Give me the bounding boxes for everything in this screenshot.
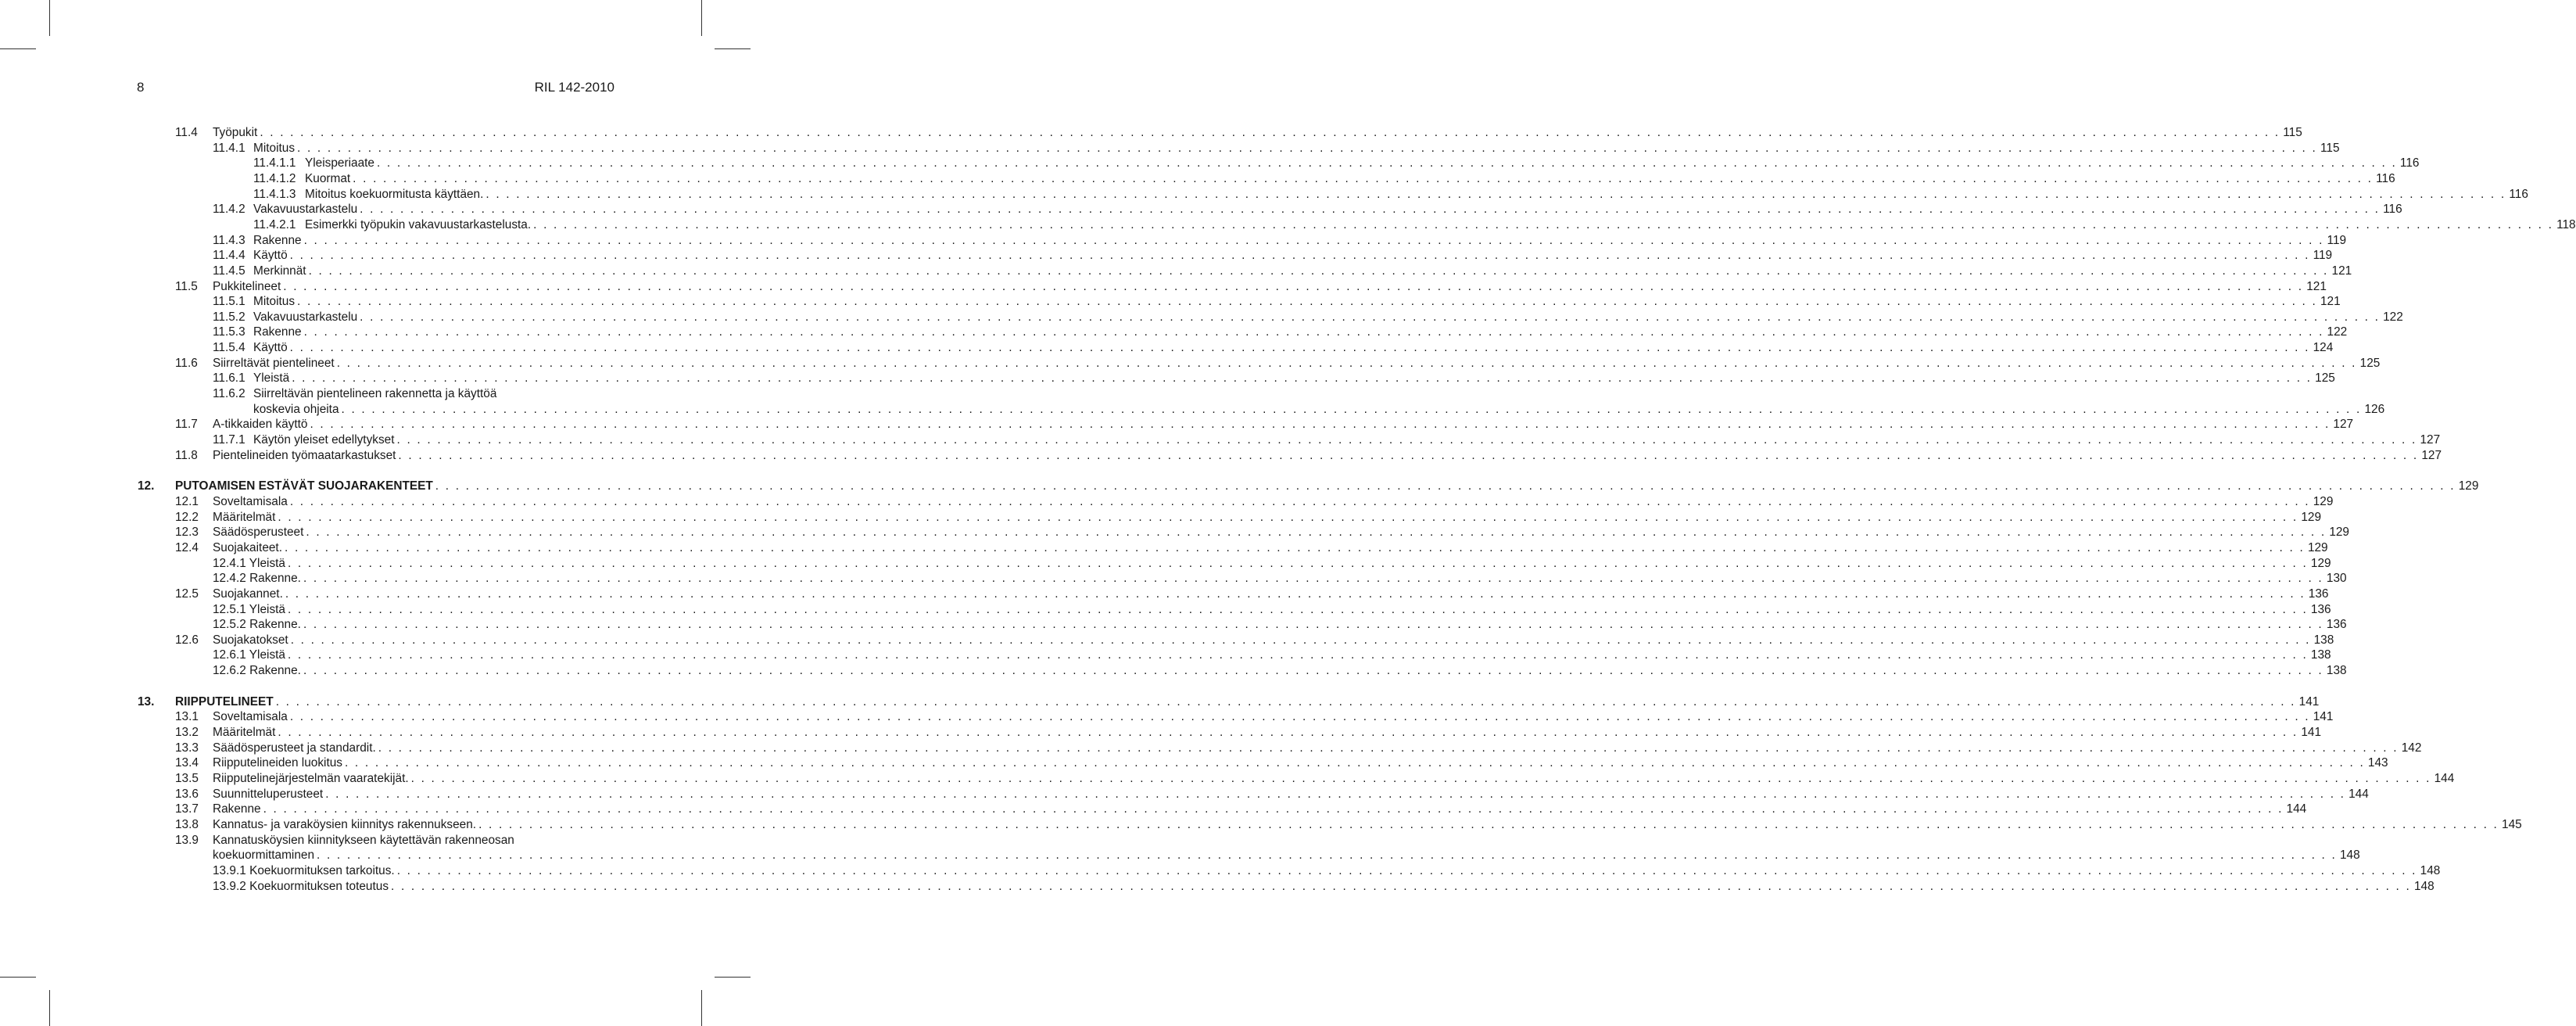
toc-entry-line bbox=[213, 494, 2334, 510]
toc-entry bbox=[0, 171, 2395, 187]
dot-leader: . . . . . . . . . . . . . . . . . . . . . . . . . . . . . . . . . . . . . . . . . . . . . . . . . . . . . . . . . . . . . . . . . . . . . . . . . . . . . . . . . . . . . . . . . . . . . . . . . . . . . . . . . . . . . . . . . . . . . . . . . . . . . . . . . . . . . . . . . . . . . . . . . . . . . . . . . . . . . . . . . . . . . . . . . . . . . . . . . . . . . . . . . . . . . . . . . . . . . . . . bbox=[303, 664, 2323, 678]
toc-title: Käytön yleiset edellytykset bbox=[253, 433, 395, 447]
toc-entry bbox=[0, 848, 2360, 863]
toc-number: 12.4 bbox=[175, 540, 199, 554]
toc-title: Säädösperusteet bbox=[213, 526, 304, 540]
toc-title: A-tikkaiden käyttö bbox=[213, 418, 308, 432]
toc-title: Mitoitus bbox=[253, 295, 296, 309]
toc-page-number: 115 bbox=[2320, 141, 2340, 155]
toc-entry bbox=[0, 540, 2328, 556]
toc-entry-line bbox=[213, 617, 2347, 633]
toc-entry-line bbox=[253, 310, 2403, 325]
toc-page-number: 130 bbox=[2326, 572, 2347, 586]
toc-number: 11.4 bbox=[175, 126, 198, 139]
toc-page-number: 145 bbox=[2502, 817, 2522, 831]
toc-entry bbox=[0, 141, 2340, 156]
toc-entry-line bbox=[213, 755, 2388, 771]
toc-entry bbox=[0, 725, 2322, 741]
crop-mark bbox=[0, 48, 36, 49]
toc-page-number: 115 bbox=[2283, 126, 2302, 139]
toc-title: Määritelmät bbox=[213, 726, 276, 740]
toc-number: 13.6 bbox=[175, 787, 199, 801]
toc-entry bbox=[0, 741, 2422, 756]
toc-entry-line bbox=[253, 432, 2441, 448]
toc-entry bbox=[0, 217, 2576, 233]
toc-page-number: 138 bbox=[2310, 648, 2331, 662]
toc-page-number: 121 bbox=[2331, 264, 2352, 278]
toc-entry bbox=[0, 802, 2307, 817]
toc-entry-line bbox=[253, 264, 2352, 279]
toc-number: 11.4.5 bbox=[213, 264, 245, 278]
toc-page-number: 144 bbox=[2286, 802, 2307, 816]
toc-number: 12.2 bbox=[175, 510, 199, 524]
dot-leader: . . . . . . . . . . . . . . . . . . . . . . . . . . . . . . . . . . . . . . . . . . . . . . . . . . . . . . . . . . . . . . . . . . . . . . . . . . . . . . . . . . . . . . . . . . . . . . . . . . . . . . . . . . . . . . . . . . . . . . . . . . . . . . . . . . . . . . . . . . . . . . . . . . . . . . . . . . . . . . . . . . . . . . . . . . . . . . . . . . . . . . . . . . . . . . . . . . . . . . . . bbox=[283, 279, 2304, 293]
toc-entry bbox=[0, 448, 2442, 464]
toc-number: 12.1 bbox=[175, 494, 199, 508]
crop-mark bbox=[701, 0, 702, 36]
toc-entry-line bbox=[213, 833, 517, 848]
toc-page-number: 141 bbox=[2301, 726, 2322, 740]
toc-number: 13.7 bbox=[175, 802, 199, 816]
toc-number: 13.3 bbox=[175, 741, 199, 755]
toc-entry-line bbox=[305, 187, 2528, 203]
dot-leader: . . . . . . . . . . . . . . . . . . . . . . . . . . . . . . . . . . . . . . . . . . . . . . . . . . . . . . . . . . . . . . . . . . . . . . . . . . . . . . . . . . . . . . . . . . . . . . . . . . . . . . . . . . . . . . . . . . . . . . . . . . . . . . . . . . . . . . . . . . . . . . . . . . . . . . . . . . . . . . . . . . . . . . . . . . . . . . . . . . . . . . . . . . . . . . . . . . . . . . . . bbox=[275, 694, 2296, 709]
toc-entry-line bbox=[305, 217, 2576, 233]
toc-page-number: 148 bbox=[2413, 879, 2434, 893]
dot-leader: . . . . . . . . . . . . . . . . . . . . . . . . . . . . . . . . . . . . . . . . . . . . . . . . . . . . . . . . . . . . . . . . . . . . . . . . . . . . . . . . . . . . . . . . . . . . . . . . . . . . . . . . . . . . . . . . . . . . . . . . . . . . . . . . . . . . . . . . . . . . . . . . . . . . . . . . . . . . . . . . . . . . . . . . . . . . . . . . . . . . . . . . . . . . . . . . . . . . . . . . bbox=[396, 433, 2417, 447]
toc-page-number: 121 bbox=[2306, 279, 2327, 293]
crop-mark bbox=[49, 0, 50, 36]
dot-leader: . . . . . . . . . . . . . . . . . . . . . . . . . . . . . . . . . . . . . . . . . . . . . . . . . . . . . . . . . . . . . . . . . . . . . . . . . . . . . . . . . . . . . . . . . . . . . . . . . . . . . . . . . . . . . . . . . . . . . . . . . . . . . . . . . . . . . . . . . . . . . . . . . . . . . . . . . . . . . . . . . . . . . . . . . . . . . . . . . . . . . . . . . . . . . . . . . . . . . . . . bbox=[398, 448, 2419, 462]
crop-mark bbox=[715, 977, 751, 978]
toc-entry-line bbox=[213, 125, 2302, 141]
crop-mark bbox=[49, 990, 50, 1026]
toc-entry-line bbox=[213, 663, 2347, 679]
toc-title: Pientelineiden työmaatarkastukset bbox=[213, 448, 396, 462]
toc-page-number: 129 bbox=[2310, 556, 2331, 570]
toc-number: 11.5.4 bbox=[213, 341, 245, 355]
dot-leader: . . . . . . . . . . . . . . . . . . . . . . . . . . . . . . . . . . . . . . . . . . . . . . . . . . . . . . . . . . . . . . . . . . . . . . . . . . . . . . . . . . . . . . . . . . . . . . . . . . . . . . . . . . . . . . . . . . . . . . . . . . . . . . . . . . . . . . . . . . . . . . . . . . . . . . . . . . . . . . . . . . . . . . . . . . . . . . . . . . . . . . . . . . . . . . . . . . . . . . . . bbox=[376, 156, 2397, 170]
dot-leader: . . . . . . . . . . . . . . . . . . . . . . . . . . . . . . . . . . . . . . . . . . . . . . . . . . . . . . . . . . . . . . . . . . . . . . . . . . . . . . . . . . . . . . . . . . . . . . . . . . . . . . . . . . . . . . . . . . . . . . . . . . . . . . . . . . . . . . . . . . . . . . . . . . . . . . . . . . . . . . . . . . . . . . . . . . . . . . . . . . . . . . . . . . . . . . . . . . . . . . . . bbox=[285, 587, 2306, 601]
dot-leader: . . . . . . . . . . . . . . . . . . . . . . . . . . . . . . . . . . . . . . . . . . . . . . . . . . . . . . . . . . . . . . . . . . . . . . . . . . . . . . . . . . . . . . . . . . . . . . . . . . . . . . . . . . . . . . . . . . . . . . . . . . . . . . . . . . . . . . . . . . . . . . . . . . . . . . . . . . . . . . . . . . . . . . . . . . . . . . . . . . . . . . . . . . . . . . . . . . . . . . . . bbox=[478, 817, 2499, 831]
toc-entry bbox=[0, 571, 2347, 587]
toc-title: 12.6.2 Rakenne. bbox=[213, 664, 301, 678]
toc-entry-line bbox=[253, 233, 2347, 249]
toc-page-number: 125 bbox=[2359, 356, 2381, 370]
dot-leader: . . . . . . . . . . . . . . . . . . . . . . . . . . . . . . . . . . . . . . . . . . . . . . . . . . . . . . . . . . . . . . . . . . . . . . . . . . . . . . . . . . . . . . . . . . . . . . . . . . . . . . . . . . . . . . . . . . . . . . . . . . . . . . . . . . . . . . . . . . . . . . . . . . . . . . . . . . . . . . . . . . . . . . . . . . . . . . . . . . . . . . . . . . . . . . . . . . . . . . . . bbox=[278, 510, 2298, 524]
toc-title: Säädösperusteet ja standardit. bbox=[213, 741, 376, 755]
toc-entry-line bbox=[213, 356, 2381, 371]
toc-entry-line bbox=[213, 448, 2442, 464]
toc-entry bbox=[0, 310, 2403, 325]
dot-leader: . . . . . . . . . . . . . . . . . . . . . . . . . . . . . . . . . . . . . . . . . . . . . . . . . . . . . . . . . . . . . . . . . . . . . . . . . . . . . . . . . . . . . . . . . . . . . . . . . . . . . . . . . . . . . . . . . . . . . . . . . . . . . . . . . . . . . . . . . . . . . . . . . . . . . . . . . . . . . . . . . . . . . . . . . . . . . . . . . . . . . . . . . . . . . . . . . . . . . . . . bbox=[396, 863, 2417, 877]
dot-leader: . . . . . . . . . . . . . . . . . . . . . . . . . . . . . . . . . . . . . . . . . . . . . . . . . . . . . . . . . . . . . . . . . . . . . . . . . . . . . . . . . . . . . . . . . . . . . . . . . . . . . . . . . . . . . . . . . . . . . . . . . . . . . . . . . . . . . . . . . . . . . . . . . . . . . . . . . . . . . . . . . . . . . . . . . . . . . . . . . . . . . . . . . . . . . . . . . . . . . . . . bbox=[306, 526, 2327, 540]
toc-number: 13.4 bbox=[175, 756, 199, 770]
toc-entry bbox=[0, 617, 2347, 633]
dot-leader: . . . . . . . . . . . . . . . . . . . . . . . . . . . . . . . . . . . . . . . . . . . . . . . . . . . . . . . . . . . . . . . . . . . . . . . . . . . . . . . . . . . . . . . . . . . . . . . . . . . . . . . . . . . . . . . . . . . . . . . . . . . . . . . . . . . . . . . . . . . . . . . . . . . . . . . . . . . . . . . . . . . . . . . . . . . . . . . . . . . . . . . . . . . . . . . . . . . . . . . . bbox=[278, 726, 2298, 740]
toc-title: Yleistä bbox=[253, 371, 290, 386]
toc-entry-line bbox=[253, 402, 2385, 418]
toc-entry-line bbox=[213, 510, 2322, 526]
dot-leader: . . . . . . . . . . . . . . . . . . . . . . . . . . . . . . . . . . . . . . . . . . . . . . . . . . . . . . . . . . . . . . . . . . . . . . . . . . . . . . . . . . . . . . . . . . . . . . . . . . . . . . . . . . . . . . . . . . . . . . . . . . . . . . . . . . . . . . . . . . . . . . . . . . . . . . . . . . . . . . . . . . . . . . . . . . . . . . . . . . . . . . . . . . . . . . . . . . . . . . . . bbox=[285, 540, 2305, 554]
dot-leader: . . . . . . . . . . . . . . . . . . . . . . . . . . . . . . . . . . . . . . . . . . . . . . . . . . . . . . . . . . . . . . . . . . . . . . . . . . . . . . . . . . . . . . . . . . . . . . . . . . . . . . . . . . . . . . . . . . . . . . . . . . . . . . . . . . . . . . . . . . . . . . . . . . . . . . . . . . . . . . . . . . . . . . . . . . . . . . . . . . . . . . . . . . . . . . . . . . . . . . . . bbox=[287, 648, 2308, 662]
toc-title: 13.9.1 Koekuormituksen tarkoitus. bbox=[213, 863, 395, 877]
toc-page-number: 136 bbox=[2308, 587, 2329, 601]
toc-page-number: 141 bbox=[2313, 710, 2334, 724]
toc-title: RIIPPUTELINEET bbox=[175, 694, 274, 709]
toc-page-number: 129 bbox=[2329, 526, 2349, 540]
toc-title: Siirreltävän pientelineen rakennetta ja käyttöä bbox=[253, 387, 497, 401]
toc-number: 12.5 bbox=[175, 587, 199, 601]
toc-title: Määritelmät bbox=[213, 510, 276, 524]
toc-title: Kannatus- ja varaköysien kiinnitys rakennukseen. bbox=[213, 817, 477, 831]
toc-number: 11.5.1 bbox=[213, 295, 245, 309]
dot-leader: . . . . . . . . . . . . . . . . . . . . . . . . . . . . . . . . . . . . . . . . . . . . . . . . . . . . . . . . . . . . . . . . . . . . . . . . . . . . . . . . . . . . . . . . . . . . . . . . . . . . . . . . . . . . . . . . . . . . . . . . . . . . . . . . . . . . . . . . . . . . . . . . . . . . . . . . . . . . . . . . . . . . . . . . . . . . . . . . . . . . . . . . . . . . . . . . . . . . . . . . bbox=[260, 126, 2280, 139]
toc-entry-line bbox=[253, 386, 499, 402]
toc-entry bbox=[0, 709, 2334, 725]
dot-leader: . . . . . . . . . . . . . . . . . . . . . . . . . . . . . . . . . . . . . . . . . . . . . . . . . . . . . . . . . . . . . . . . . . . . . . . . . . . . . . . . . . . . . . . . . . . . . . . . . . . . . . . . . . . . . . . . . . . . . . . . . . . . . . . . . . . . . . . . . . . . . . . . . . . . . . . . . . . . . . . . . . . . . . . . . . . . . . . . . . . . . . . . . . . . . . . . . . . . . . . . bbox=[303, 233, 2324, 247]
toc-entry bbox=[0, 264, 2352, 279]
toc-title: Pukkitelineet bbox=[213, 279, 281, 293]
crop-mark bbox=[715, 48, 751, 49]
toc-number: 11.6.1 bbox=[213, 371, 245, 386]
toc-entry bbox=[0, 587, 2329, 602]
toc-entry bbox=[0, 755, 2388, 771]
toc-entry-line bbox=[213, 540, 2328, 556]
dot-leader: . . . . . . . . . . . . . . . . . . . . . . . . . . . . . . . . . . . . . . . . . . . . . . . . . . . . . . . . . . . . . . . . . . . . . . . . . . . . . . . . . . . . . . . . . . . . . . . . . . . . . . . . . . . . . . . . . . . . . . . . . . . . . . . . . . . . . . . . . . . . . . . . . . . . . . . . . . . . . . . . . . . . . . . . . . . . . . . . . . . . . . . . . . . . . . . . . . . . . . . . bbox=[297, 141, 2317, 155]
toc-entry-line bbox=[213, 571, 2347, 587]
toc-entry-line bbox=[213, 802, 2307, 817]
dot-leader: . . . . . . . . . . . . . . . . . . . . . . . . . . . . . . . . . . . . . . . . . . . . . . . . . . . . . . . . . . . . . . . . . . . . . . . . . . . . . . . . . . . . . . . . . . . . . . . . . . . . . . . . . . . . . . . . . . . . . . . . . . . . . . . . . . . . . . . . . . . . . . . . . . . . . . . . . . . . . . . . . . . . . . . . . . . . . . . . . . . . . . . . . . . . . . . . . . . . . . . . bbox=[435, 479, 2456, 493]
toc-number: 11.8 bbox=[175, 448, 198, 462]
toc-entry bbox=[0, 771, 2455, 787]
toc-entry-line bbox=[213, 725, 2322, 741]
toc-entry bbox=[0, 432, 2441, 448]
toc-entry-line bbox=[213, 879, 2434, 895]
dot-leader: . . . . . . . . . . . . . . . . . . . . . . . . . . . . . . . . . . . . . . . . . . . . . . . . . . . . . . . . . . . . . . . . . . . . . . . . . . . . . . . . . . . . . . . . . . . . . . . . . . . . . . . . . . . . . . . . . . . . . . . . . . . . . . . . . . . . . . . . . . . . . . . . . . . . . . . . . . . . . . . . . . . . . . . . . . . . . . . . . . . . . . . . . . . . . . . . . . . . . . . . bbox=[303, 572, 2323, 586]
dot-leader: . . . . . . . . . . . . . . . . . . . . . . . . . . . . . . . . . . . . . . . . . . . . . . . . . . . . . . . . . . . . . . . . . . . . . . . . . . . . . . . . . . . . . . . . . . . . . . . . . . . . . . . . . . . . . . . . . . . . . . . . . . . . . . . . . . . . . . . . . . . . . . . . . . . . . . . . . . . . . . . . . . . . . . . . . . . . . . . . . . . . . . . . . . . . . . . . . . . . . . . . bbox=[290, 633, 2311, 647]
toc-entry-line bbox=[253, 371, 2335, 386]
toc-page-number: 144 bbox=[2348, 787, 2369, 801]
toc-entry-line bbox=[213, 525, 2349, 540]
toc-title: Riipputelineiden luokitus bbox=[213, 756, 342, 770]
dot-leader: . . . . . . . . . . . . . . . . . . . . . . . . . . . . . . . . . . . . . . . . . . . . . . . . . . . . . . . . . . . . . . . . . . . . . . . . . . . . . . . . . . . . . . . . . . . . . . . . . . . . . . . . . . . . . . . . . . . . . . . . . . . . . . . . . . . . . . . . . . . . . . . . . . . . . . . . . . . . . . . . . . . . . . . . . . . . . . . . . . . . . . . . . . . . . . . . . . . . . . . . bbox=[303, 325, 2324, 339]
toc-chapter bbox=[0, 479, 2479, 494]
toc-chapter bbox=[0, 694, 2320, 710]
toc-entry bbox=[0, 402, 2385, 418]
toc-page-number: 121 bbox=[2320, 295, 2341, 309]
toc-page-number: 126 bbox=[2364, 402, 2385, 416]
toc-entry bbox=[0, 817, 2522, 833]
toc-entry-line bbox=[213, 848, 2360, 863]
toc-entry-line bbox=[253, 325, 2348, 340]
toc-page-number: 142 bbox=[2401, 741, 2422, 755]
toc-number: 11.5 bbox=[175, 279, 198, 293]
toc-number: 13.2 bbox=[175, 726, 199, 740]
toc-entry bbox=[0, 510, 2322, 526]
toc-title: Esimerkki työpukin vakavuustarkastelusta. bbox=[305, 217, 532, 231]
toc-number: 11.5.2 bbox=[213, 310, 245, 324]
toc-title: Soveltamisala bbox=[213, 494, 288, 508]
toc-title: Käyttö bbox=[253, 341, 288, 355]
toc-entry bbox=[0, 648, 2331, 663]
dot-leader: . . . . . . . . . . . . . . . . . . . . . . . . . . . . . . . . . . . . . . . . . . . . . . . . . . . . . . . . . . . . . . . . . . . . . . . . . . . . . . . . . . . . . . . . . . . . . . . . . . . . . . . . . . . . . . . . . . . . . . . . . . . . . . . . . . . . . . . . . . . . . . . . . . . . . . . . . . . . . . . . . . . . . . . . . . . . . . . . . . . . . . . . . . . . . . . . . . . . . . . . bbox=[325, 787, 2346, 801]
dot-leader: . . . . . . . . . . . . . . . . . . . . . . . . . . . . . . . . . . . . . . . . . . . . . . . . . . . . . . . . . . . . . . . . . . . . . . . . . . . . . . . . . . . . . . . . . . . . . . . . . . . . . . . . . . . . . . . . . . . . . . . . . . . . . . . . . . . . . . . . . . . . . . . . . . . . . . . . . . . . . . . . . . . . . . . . . . . . . . . . . . . . . . . . . . . . . . . . . . . . . . . . bbox=[317, 848, 2337, 863]
dot-leader: . . . . . . . . . . . . . . . . . . . . . . . . . . . . . . . . . . . . . . . . . . . . . . . . . . . . . . . . . . . . . . . . . . . . . . . . . . . . . . . . . . . . . . . . . . . . . . . . . . . . . . . . . . . . . . . . . . . . . . . . . . . . . . . . . . . . . . . . . . . . . . . . . . . . . . . . . . . . . . . . . . . . . . . . . . . . . . . . . . . . . . . . . . . . . . . . . . . . . . . . bbox=[533, 217, 2554, 231]
toc-entry bbox=[0, 156, 2420, 171]
toc-title: Merkinnät bbox=[253, 264, 306, 278]
toc-entry bbox=[0, 633, 2334, 648]
toc-page-number: 127 bbox=[2333, 418, 2354, 432]
toc-number: 13.1 bbox=[175, 710, 199, 724]
toc-entry-line bbox=[305, 156, 2420, 171]
dot-leader: . . . . . . . . . . . . . . . . . . . . . . . . . . . . . . . . . . . . . . . . . . . . . . . . . . . . . . . . . . . . . . . . . . . . . . . . . . . . . . . . . . . . . . . . . . . . . . . . . . . . . . . . . . . . . . . . . . . . . . . . . . . . . . . . . . . . . . . . . . . . . . . . . . . . . . . . . . . . . . . . . . . . . . . . . . . . . . . . . . . . . . . . . . . . . . . . . . . . . . . . bbox=[360, 203, 2381, 217]
toc-page-number: 118 bbox=[2556, 217, 2576, 231]
toc-entry-line bbox=[213, 787, 2369, 802]
toc-title: Riipputelinejärjestelmän vaaratekijät. bbox=[213, 772, 409, 785]
toc-entry-line bbox=[253, 248, 2333, 264]
toc-page-number: 122 bbox=[2327, 325, 2348, 339]
toc-page-number: 136 bbox=[2326, 618, 2347, 632]
toc-number: 13. bbox=[138, 694, 155, 709]
toc-entry bbox=[0, 356, 2381, 371]
toc-title: Kuormat bbox=[305, 171, 351, 185]
toc-number: 13.5 bbox=[175, 772, 199, 785]
toc-page-number: 116 bbox=[2399, 156, 2420, 170]
toc-page-number: 122 bbox=[2383, 310, 2403, 324]
toc-entry-line bbox=[213, 417, 2354, 432]
toc-entry-line bbox=[253, 294, 2341, 310]
toc-page-number: 143 bbox=[2367, 756, 2388, 770]
toc-entry bbox=[0, 602, 2331, 618]
toc-title: Rakenne bbox=[253, 325, 302, 339]
toc-entry-line bbox=[213, 602, 2331, 618]
toc-title: Käyttö bbox=[253, 249, 288, 263]
toc-entry bbox=[0, 233, 2347, 249]
toc-number: 11.5.3 bbox=[213, 325, 245, 339]
toc-title: Soveltamisala bbox=[213, 710, 288, 724]
toc-entry bbox=[0, 340, 2334, 356]
toc-entry bbox=[0, 279, 2327, 295]
toc-page-number: 127 bbox=[2421, 448, 2442, 462]
toc-number: 11.4.1.1 bbox=[253, 156, 296, 170]
toc-entry-line bbox=[213, 771, 2455, 787]
toc-entry bbox=[0, 663, 2347, 679]
toc-entry-line bbox=[253, 202, 2402, 217]
toc-title: Kannatusköysien kiinnitykseen käytettävän rakenneosan bbox=[213, 833, 514, 847]
toc-entry bbox=[0, 494, 2334, 510]
toc-title: Suojakaiteet. bbox=[213, 540, 282, 554]
dot-leader: . . . . . . . . . . . . . . . . . . . . . . . . . . . . . . . . . . . . . . . . . . . . . . . . . . . . . . . . . . . . . . . . . . . . . . . . . . . . . . . . . . . . . . . . . . . . . . . . . . . . . . . . . . . . . . . . . . . . . . . . . . . . . . . . . . . . . . . . . . . . . . . . . . . . . . . . . . . . . . . . . . . . . . . . . . . . . . . . . . . . . . . . . . . . . . . . . . . . . . . . bbox=[410, 772, 2431, 785]
toc-entry bbox=[0, 879, 2434, 895]
dot-leader: . . . . . . . . . . . . . . . . . . . . . . . . . . . . . . . . . . . . . . . . . . . . . . . . . . . . . . . . . . . . . . . . . . . . . . . . . . . . . . . . . . . . . . . . . . . . . . . . . . . . . . . . . . . . . . . . . . . . . . . . . . . . . . . . . . . . . . . . . . . . . . . . . . . . . . . . . . . . . . . . . . . . . . . . . . . . . . . . . . . . . . . . . . . . . . . . . . . . . . . . bbox=[341, 402, 2362, 416]
toc-entry-line bbox=[305, 171, 2395, 187]
dot-leader: . . . . . . . . . . . . . . . . . . . . . . . . . . . . . . . . . . . . . . . . . . . . . . . . . . . . . . . . . . . . . . . . . . . . . . . . . . . . . . . . . . . . . . . . . . . . . . . . . . . . . . . . . . . . . . . . . . . . . . . . . . . . . . . . . . . . . . . . . . . . . . . . . . . . . . . . . . . . . . . . . . . . . . . . . . . . . . . . . . . . . . . . . . . . . . . . . . . . . . . . bbox=[289, 249, 2310, 263]
toc-entry bbox=[0, 187, 2528, 203]
toc-number: 11.4.3 bbox=[213, 233, 245, 247]
toc-entry-line bbox=[213, 709, 2334, 725]
toc-page-number: 124 bbox=[2313, 341, 2334, 355]
toc-page-number: 119 bbox=[2313, 249, 2333, 263]
dot-leader: . . . . . . . . . . . . . . . . . . . . . . . . . . . . . . . . . . . . . . . . . . . . . . . . . . . . . . . . . . . . . . . . . . . . . . . . . . . . . . . . . . . . . . . . . . . . . . . . . . . . . . . . . . . . . . . . . . . . . . . . . . . . . . . . . . . . . . . . . . . . . . . . . . . . . . . . . . . . . . . . . . . . . . . . . . . . . . . . . . . . . . . . . . . . . . . . . . . . . . . . bbox=[336, 356, 2357, 370]
toc-page-number: 138 bbox=[2326, 664, 2347, 678]
toc-number: 11.6.2 bbox=[213, 387, 245, 401]
toc-page-number: 129 bbox=[2307, 540, 2328, 554]
toc-entry-line bbox=[213, 279, 2327, 295]
toc-page-number: 129 bbox=[2458, 479, 2479, 493]
toc-entry-line bbox=[213, 648, 2331, 663]
toc-page-number: 138 bbox=[2313, 633, 2334, 647]
toc-title: 12.6.1 Yleistä bbox=[213, 648, 285, 662]
dot-leader: . . . . . . . . . . . . . . . . . . . . . . . . . . . . . . . . . . . . . . . . . . . . . . . . . . . . . . . . . . . . . . . . . . . . . . . . . . . . . . . . . . . . . . . . . . . . . . . . . . . . . . . . . . . . . . . . . . . . . . . . . . . . . . . . . . . . . . . . . . . . . . . . . . . . . . . . . . . . . . . . . . . . . . . . . . . . . . . . . . . . . . . . . . . . . . . . . . . . . . . . bbox=[289, 341, 2310, 355]
toc-page-number: 127 bbox=[2420, 433, 2441, 447]
toc-entry-line bbox=[213, 863, 2441, 879]
toc-title: 12.5.2 Rakenne. bbox=[213, 618, 301, 632]
toc-entry-line bbox=[213, 741, 2422, 756]
toc-number: 12.3 bbox=[175, 526, 199, 540]
toc-entry bbox=[0, 556, 2331, 572]
toc-entry-line bbox=[213, 587, 2329, 602]
toc-page-number: 119 bbox=[2327, 233, 2347, 247]
toc-title: koskevia ohjeita bbox=[253, 402, 339, 416]
page-number: 8 bbox=[137, 80, 145, 95]
toc-page-number: 116 bbox=[2383, 203, 2402, 217]
toc-entry bbox=[0, 833, 751, 848]
toc-page-number: 129 bbox=[2313, 494, 2334, 508]
dot-leader: . . . . . . . . . . . . . . . . . . . . . . . . . . . . . . . . . . . . . . . . . . . . . . . . . . . . . . . . . . . . . . . . . . . . . . . . . . . . . . . . . . . . . . . . . . . . . . . . . . . . . . . . . . . . . . . . . . . . . . . . . . . . . . . . . . . . . . . . . . . . . . . . . . . . . . . . . . . . . . . . . . . . . . . . . . . . . . . . . . . . . . . . . . . . . . . . . . . . . . . . bbox=[292, 371, 2313, 386]
toc-entry-line bbox=[253, 141, 2340, 156]
toc-entry bbox=[0, 294, 2341, 310]
toc-title: Työpukit bbox=[213, 126, 258, 139]
toc-entry-line bbox=[213, 556, 2331, 572]
toc-entry bbox=[0, 325, 2348, 340]
toc-entry-line bbox=[213, 633, 2334, 648]
dot-leader: . . . . . . . . . . . . . . . . . . . . . . . . . . . . . . . . . . . . . . . . . . . . . . . . . . . . . . . . . . . . . . . . . . . . . . . . . . . . . . . . . . . . . . . . . . . . . . . . . . . . . . . . . . . . . . . . . . . . . . . . . . . . . . . . . . . . . . . . . . . . . . . . . . . . . . . . . . . . . . . . . . . . . . . . . . . . . . . . . . . . . . . . . . . . . . . . . . . . . . . . bbox=[287, 602, 2308, 616]
toc-page-number: 116 bbox=[2509, 187, 2528, 201]
toc-title: Suojakannet. bbox=[213, 587, 283, 601]
toc-page-number: 136 bbox=[2310, 602, 2331, 616]
toc-title: Yleisperiaate bbox=[305, 156, 374, 170]
toc-number: 11.4.1.2 bbox=[253, 171, 296, 185]
toc-number: 13.9 bbox=[175, 833, 199, 847]
toc-entry bbox=[0, 202, 2402, 217]
dot-leader: . . . . . . . . . . . . . . . . . . . . . . . . . . . . . . . . . . . . . . . . . . . . . . . . . . . . . . . . . . . . . . . . . . . . . . . . . . . . . . . . . . . . . . . . . . . . . . . . . . . . . . . . . . . . . . . . . . . . . . . . . . . . . . . . . . . . . . . . . . . . . . . . . . . . . . . . . . . . . . . . . . . . . . . . . . . . . . . . . . . . . . . . . . . . . . . . . . . . . . . . bbox=[263, 802, 2284, 816]
toc-number: 11.4.1.3 bbox=[253, 187, 296, 201]
dot-leader: . . . . . . . . . . . . . . . . . . . . . . . . . . . . . . . . . . . . . . . . . . . . . . . . . . . . . . . . . . . . . . . . . . . . . . . . . . . . . . . . . . . . . . . . . . . . . . . . . . . . . . . . . . . . . . . . . . . . . . . . . . . . . . . . . . . . . . . . . . . . . . . . . . . . . . . . . . . . . . . . . . . . . . . . . . . . . . . . . . . . . . . . . . . . . . . . . . . . . . . . bbox=[344, 756, 2365, 770]
toc-title: PUTOAMISEN ESTÄVÄT SUOJARAKENTEET bbox=[175, 479, 433, 493]
dot-leader: . . . . . . . . . . . . . . . . . . . . . . . . . . . . . . . . . . . . . . . . . . . . . . . . . . . . . . . . . . . . . . . . . . . . . . . . . . . . . . . . . . . . . . . . . . . . . . . . . . . . . . . . . . . . . . . . . . . . . . . . . . . . . . . . . . . . . . . . . . . . . . . . . . . . . . . . . . . . . . . . . . . . . . . . . . . . . . . . . . . . . . . . . . . . . . . . . . . . . . . . bbox=[303, 618, 2323, 632]
toc-number: 11.7 bbox=[175, 418, 198, 432]
toc-number: 11.4.1 bbox=[213, 141, 245, 155]
toc-entry bbox=[0, 125, 2302, 141]
toc-entry-line bbox=[213, 817, 2522, 833]
toc-number: 11.4.2.1 bbox=[253, 217, 296, 231]
toc-entry bbox=[0, 371, 2335, 386]
dot-leader: . . . . . . . . . . . . . . . . . . . . . . . . . . . . . . . . . . . . . . . . . . . . . . . . . . . . . . . . . . . . . . . . . . . . . . . . . . . . . . . . . . . . . . . . . . . . . . . . . . . . . . . . . . . . . . . . . . . . . . . . . . . . . . . . . . . . . . . . . . . . . . . . . . . . . . . . . . . . . . . . . . . . . . . . . . . . . . . . . . . . . . . . . . . . . . . . . . . . . . . . bbox=[297, 295, 2317, 309]
crop-mark bbox=[701, 990, 702, 1026]
dot-leader: . . . . . . . . . . . . . . . . . . . . . . . . . . . . . . . . . . . . . . . . . . . . . . . . . . . . . . . . . . . . . . . . . . . . . . . . . . . . . . . . . . . . . . . . . . . . . . . . . . . . . . . . . . . . . . . . . . . . . . . . . . . . . . . . . . . . . . . . . . . . . . . . . . . . . . . . . . . . . . . . . . . . . . . . . . . . . . . . . . . . . . . . . . . . . . . . . . . . . . . . bbox=[289, 710, 2310, 724]
toc-title: 12.5.1 Yleistä bbox=[213, 602, 285, 616]
toc-page-number: 148 bbox=[2420, 863, 2441, 877]
toc-entry bbox=[0, 525, 2349, 540]
dot-leader: . . . . . . . . . . . . . . . . . . . . . . . . . . . . . . . . . . . . . . . . . . . . . . . . . . . . . . . . . . . . . . . . . . . . . . . . . . . . . . . . . . . . . . . . . . . . . . . . . . . . . . . . . . . . . . . . . . . . . . . . . . . . . . . . . . . . . . . . . . . . . . . . . . . . . . . . . . . . . . . . . . . . . . . . . . . . . . . . . . . . . . . . . . . . . . . . . . . . . . . . bbox=[310, 418, 2331, 432]
toc-title: koekuormittaminen bbox=[213, 848, 315, 863]
toc-title: Mitoitus bbox=[253, 141, 296, 155]
toc-title: 12.4.1 Yleistä bbox=[213, 556, 285, 570]
toc-title: Rakenne bbox=[253, 233, 302, 247]
crop-mark bbox=[0, 977, 36, 978]
toc-entry-line bbox=[253, 340, 2334, 356]
dot-leader: . . . . . . . . . . . . . . . . . . . . . . . . . . . . . . . . . . . . . . . . . . . . . . . . . . . . . . . . . . . . . . . . . . . . . . . . . . . . . . . . . . . . . . . . . . . . . . . . . . . . . . . . . . . . . . . . . . . . . . . . . . . . . . . . . . . . . . . . . . . . . . . . . . . . . . . . . . . . . . . . . . . . . . . . . . . . . . . . . . . . . . . . . . . . . . . . . . . . . . . . bbox=[360, 310, 2381, 324]
toc-number: 11.6 bbox=[175, 356, 198, 370]
toc-title: 13.9.2 Koekuormituksen toteutus bbox=[213, 879, 389, 893]
toc-title: Suunnitteluperusteet bbox=[213, 787, 324, 801]
toc-entry-line bbox=[175, 479, 2479, 494]
toc-page-number: 129 bbox=[2301, 510, 2322, 524]
toc-number: 13.8 bbox=[175, 817, 199, 831]
toc-page-number: 144 bbox=[2434, 772, 2455, 785]
toc-page-number: 148 bbox=[2339, 848, 2360, 863]
toc-number: 12.6 bbox=[175, 633, 199, 647]
dot-leader: . . . . . . . . . . . . . . . . . . . . . . . . . . . . . . . . . . . . . . . . . . . . . . . . . . . . . . . . . . . . . . . . . . . . . . . . . . . . . . . . . . . . . . . . . . . . . . . . . . . . . . . . . . . . . . . . . . . . . . . . . . . . . . . . . . . . . . . . . . . . . . . . . . . . . . . . . . . . . . . . . . . . . . . . . . . . . . . . . . . . . . . . . . . . . . . . . . . . . . . . bbox=[485, 187, 2506, 201]
dot-leader: . . . . . . . . . . . . . . . . . . . . . . . . . . . . . . . . . . . . . . . . . . . . . . . . . . . . . . . . . . . . . . . . . . . . . . . . . . . . . . . . . . . . . . . . . . . . . . . . . . . . . . . . . . . . . . . . . . . . . . . . . . . . . . . . . . . . . . . . . . . . . . . . . . . . . . . . . . . . . . . . . . . . . . . . . . . . . . . . . . . . . . . . . . . . . . . . . . . . . . . . bbox=[308, 264, 2329, 278]
toc-entry bbox=[0, 417, 2354, 432]
toc-page-number: 125 bbox=[2315, 371, 2335, 386]
toc-entry-line bbox=[175, 694, 2320, 710]
toc-number: 11.4.4 bbox=[213, 249, 245, 263]
toc-entry bbox=[0, 386, 751, 402]
toc-title: 12.4.2 Rakenne. bbox=[213, 572, 301, 586]
toc-title: Vakavuustarkastelu bbox=[253, 310, 358, 324]
toc-title: Mitoitus koekuormitusta käyttäen. bbox=[305, 187, 484, 201]
toc-entry bbox=[0, 787, 2369, 802]
dot-leader: . . . . . . . . . . . . . . . . . . . . . . . . . . . . . . . . . . . . . . . . . . . . . . . . . . . . . . . . . . . . . . . . . . . . . . . . . . . . . . . . . . . . . . . . . . . . . . . . . . . . . . . . . . . . . . . . . . . . . . . . . . . . . . . . . . . . . . . . . . . . . . . . . . . . . . . . . . . . . . . . . . . . . . . . . . . . . . . . . . . . . . . . . . . . . . . . . . . . . . . . bbox=[289, 494, 2310, 508]
toc-entry bbox=[0, 248, 2333, 264]
dot-leader: . . . . . . . . . . . . . . . . . . . . . . . . . . . . . . . . . . . . . . . . . . . . . . . . . . . . . . . . . . . . . . . . . . . . . . . . . . . . . . . . . . . . . . . . . . . . . . . . . . . . . . . . . . . . . . . . . . . . . . . . . . . . . . . . . . . . . . . . . . . . . . . . . . . . . . . . . . . . . . . . . . . . . . . . . . . . . . . . . . . . . . . . . . . . . . . . . . . . . . . . bbox=[391, 879, 2411, 893]
toc-entry bbox=[0, 863, 2441, 879]
toc-number: 11.4.2 bbox=[213, 203, 245, 217]
toc-title: Rakenne bbox=[213, 802, 261, 816]
toc-title: Vakavuustarkastelu bbox=[253, 203, 358, 217]
dot-leader: . . . . . . . . . . . . . . . . . . . . . . . . . . . . . . . . . . . . . . . . . . . . . . . . . . . . . . . . . . . . . . . . . . . . . . . . . . . . . . . . . . . . . . . . . . . . . . . . . . . . . . . . . . . . . . . . . . . . . . . . . . . . . . . . . . . . . . . . . . . . . . . . . . . . . . . . . . . . . . . . . . . . . . . . . . . . . . . . . . . . . . . . . . . . . . . . . . . . . . . . bbox=[287, 556, 2308, 570]
toc-number: 11.7.1 bbox=[213, 433, 245, 447]
running-head: RIL 142-2010 bbox=[534, 80, 614, 95]
toc-title: Siirreltävät pientelineet bbox=[213, 356, 335, 370]
dot-leader: . . . . . . . . . . . . . . . . . . . . . . . . . . . . . . . . . . . . . . . . . . . . . . . . . . . . . . . . . . . . . . . . . . . . . . . . . . . . . . . . . . . . . . . . . . . . . . . . . . . . . . . . . . . . . . . . . . . . . . . . . . . . . . . . . . . . . . . . . . . . . . . . . . . . . . . . . . . . . . . . . . . . . . . . . . . . . . . . . . . . . . . . . . . . . . . . . . . . . . . . bbox=[353, 171, 2374, 185]
dot-leader: . . . . . . . . . . . . . . . . . . . . . . . . . . . . . . . . . . . . . . . . . . . . . . . . . . . . . . . . . . . . . . . . . . . . . . . . . . . . . . . . . . . . . . . . . . . . . . . . . . . . . . . . . . . . . . . . . . . . . . . . . . . . . . . . . . . . . . . . . . . . . . . . . . . . . . . . . . . . . . . . . . . . . . . . . . . . . . . . . . . . . . . . . . . . . . . . . . . . . . . . bbox=[378, 741, 2399, 755]
toc-page-number: 141 bbox=[2298, 694, 2320, 709]
toc-page-number: 116 bbox=[2376, 171, 2395, 185]
toc-number: 12. bbox=[138, 479, 155, 493]
toc-title: Suojakatokset bbox=[213, 633, 288, 647]
